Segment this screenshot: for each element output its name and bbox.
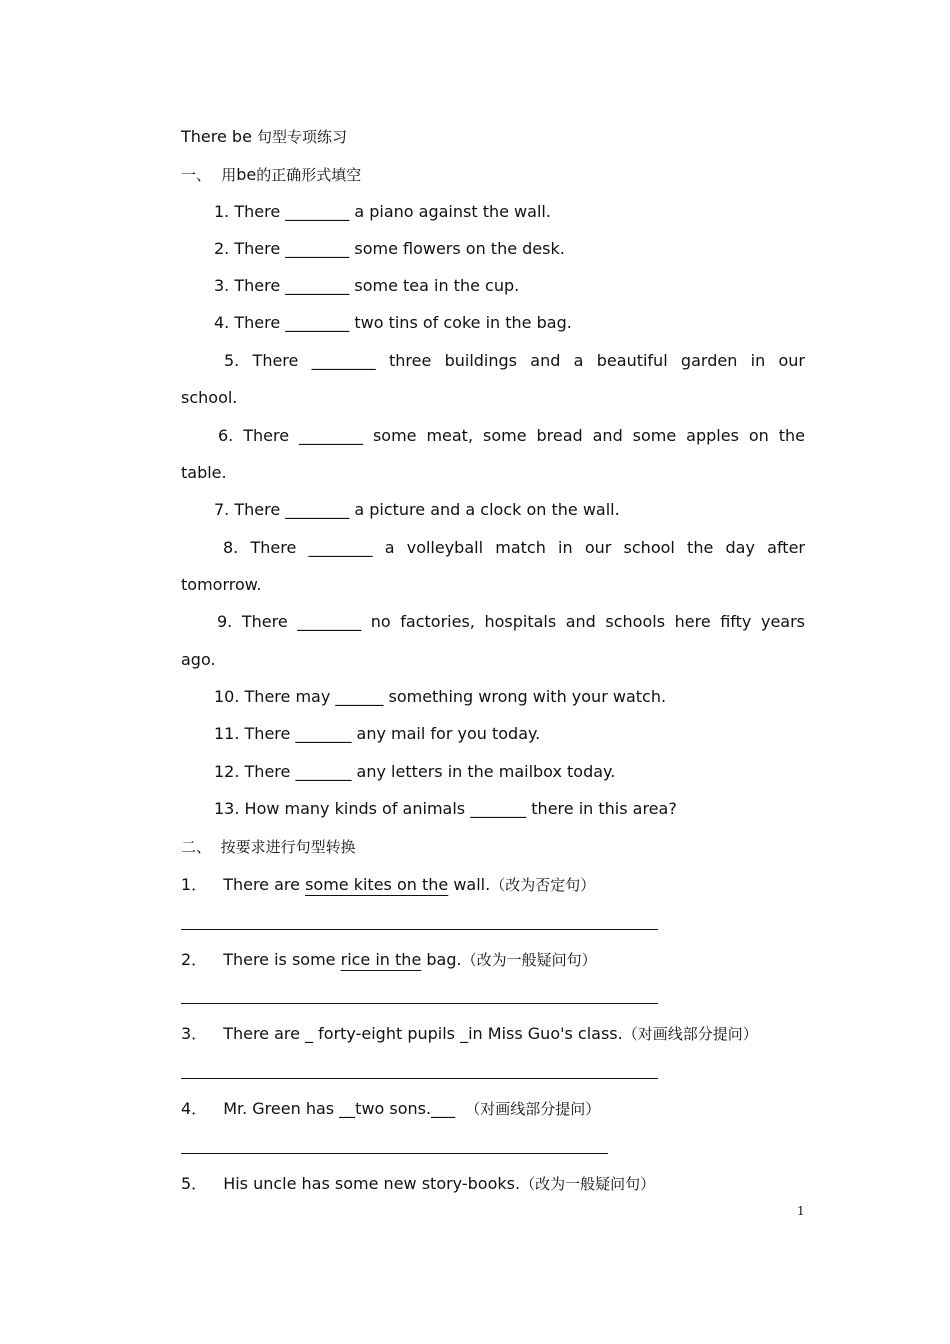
transform-question-4: 4． Mr. Green has __two sons.___ （对画线部分提问） [181, 1099, 601, 1118]
fill-item-8-cont: tomorrow. [181, 575, 262, 594]
fill-item-13: 13. How many kinds of animals _______ there in this area? [214, 799, 677, 818]
fill-item-10: 10. There may ______ something wrong with your watch. [214, 687, 667, 706]
underlined-phrase: some kites on the [305, 875, 449, 894]
fill-item-5-cont: school. [181, 388, 238, 407]
fill-item-3: 3. There ________ some tea in the cup. [214, 276, 520, 295]
fill-item-9: 9. There ________ no factories, hospitals and schools here fifty years [217, 612, 805, 631]
fill-item-12: 12. There _______ any letters in the mailbox today. [214, 762, 616, 781]
transform-question-3: 3． There are _ forty-eight pupils _in Miss Guo's class.（对画线部分提问） [181, 1024, 758, 1043]
section-2-heading: 二、 按要求进行句型转换 [181, 838, 356, 856]
worksheet-title: There be 句型专项练习 [181, 127, 348, 146]
fill-item-11: 11. There _______ any mail for you today. [214, 724, 541, 743]
section-1-heading: 一、 用be的正确形式填空 [181, 165, 362, 184]
underlined-phrase: rice in the [340, 950, 422, 969]
fill-item-6: 6. There ________ some meat, some bread and some apples on the [218, 426, 805, 445]
fill-item-5: 5. There ________ three buildings and a beautiful garden in our [224, 351, 805, 370]
answer-line-3 [181, 1078, 658, 1079]
page-number: 1 [797, 1204, 805, 1218]
fill-item-7: 7. There ________ a picture and a clock on the wall. [214, 500, 620, 519]
fill-item-8: 8. There ________ a volleyball match in our school the day after [223, 538, 805, 557]
transform-question-1: 1． There are some kites on the wall.（改为否定句） [181, 875, 596, 894]
transform-question-5: 5． His uncle has some new story-books.（改为一般疑问句） [181, 1174, 656, 1193]
fill-item-6-cont: table. [181, 463, 227, 482]
transform-question-2: 2． There is some rice in the bag.（改为一般疑问句） [181, 950, 597, 969]
answer-line-4 [181, 1153, 608, 1154]
fill-item-2: 2. There ________ some flowers on the desk. [214, 239, 565, 258]
answer-line-2 [181, 1003, 658, 1004]
fill-item-1: 1. There ________ a piano against the wall. [214, 202, 551, 221]
fill-item-9-cont: ago. [181, 650, 216, 669]
answer-line-1 [181, 929, 658, 930]
fill-item-4: 4. There ________ two tins of coke in the bag. [214, 313, 572, 332]
